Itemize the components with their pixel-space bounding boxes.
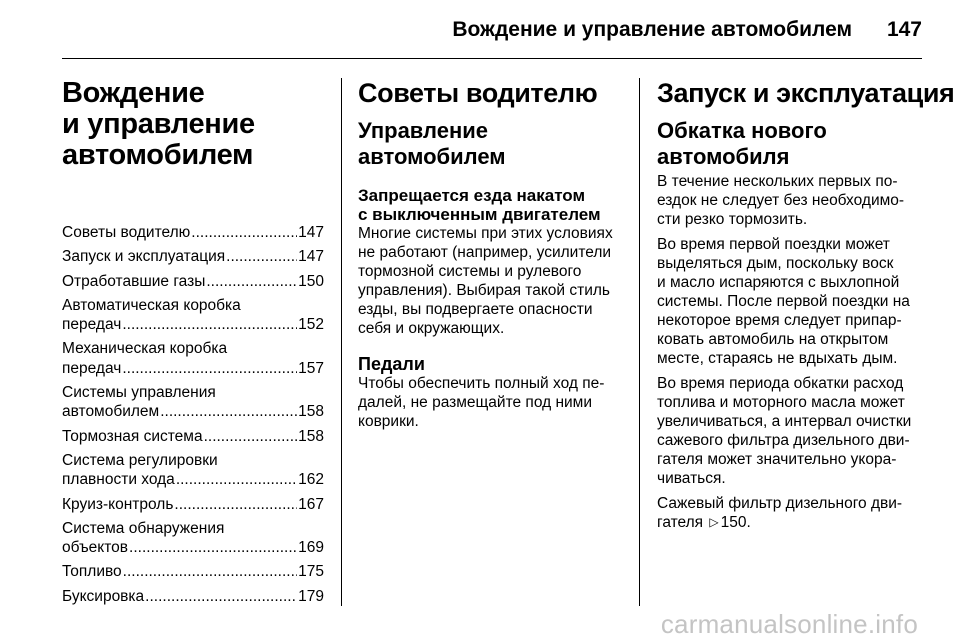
toc-leader-dots	[145, 587, 297, 606]
toc-entry-title: Отработавшие газы	[62, 272, 206, 290]
paragraph-pedals: Чтобы обеспечить полный ход пе- далей, не размещайте под ними коврики.	[358, 375, 605, 430]
toc-leader-dots	[123, 562, 297, 581]
toc-entry-title: Запуск и эксплуатация	[62, 248, 226, 266]
toc-entry-title: Тормозная система	[62, 427, 203, 445]
paragraph-break-in-smoke: Во время первой поездки может выделяться дым, поскольку воск и масло испаряются с выхлопной системы. После первой поездки на некоторое время следует припар- ковать автомобиль на открытом месте, стараясь не вдыхать дым.	[657, 236, 910, 367]
toc-leader-dots	[122, 359, 297, 378]
toc-entry-title: объектов	[62, 539, 129, 557]
toc-entry-line	[62, 427, 324, 446]
paragraph-no-coasting: Многие системы при этих условиях не работают (например, усилители тормозной системы и рулевого управления). Выбирая такой стиль езды, вы подвергаете опасности себя и окружающих.	[358, 225, 613, 337]
toc-entry-page: 158	[298, 403, 324, 421]
toc-entry[interactable]	[62, 519, 324, 558]
toc-entry-page: 167	[298, 495, 324, 513]
toc-entry[interactable]	[62, 562, 324, 581]
toc-entry[interactable]	[62, 383, 324, 422]
toc-entry-line	[62, 223, 324, 242]
toc-entry[interactable]	[62, 495, 324, 514]
toc-entry-title: передач	[62, 316, 122, 334]
column-divider-left	[341, 78, 342, 606]
toc-leader-dots	[191, 223, 297, 242]
paragraph-break-in-braking: В течение нескольких первых по- ездок не следует без необходимо- сти резко тормозить.	[657, 173, 905, 228]
toc-entry-line	[62, 402, 324, 421]
chapter-title: Вождение и управление автомобилем	[62, 77, 255, 171]
toc-entry-line	[62, 315, 324, 334]
toc-entry-first-line: Системы управления	[62, 384, 216, 402]
subsection-title-break-in: Обкатка нового автомобиля	[657, 118, 827, 169]
toc-entry[interactable]	[62, 272, 324, 291]
toc-leader-dots	[204, 427, 298, 446]
toc-entry[interactable]	[62, 587, 324, 606]
heading-pedals: Педали	[358, 354, 425, 374]
toc-entry[interactable]	[62, 339, 324, 378]
toc-entry-page: 179	[298, 587, 324, 605]
toc-entry-title: плавности хода	[62, 471, 175, 489]
toc-entry-line	[62, 495, 324, 514]
diesel-filter-text: Сажевый фильтр дизельного дви- гателя	[657, 495, 903, 531]
toc-entry-line	[62, 359, 324, 378]
toc-entry-page: 150	[298, 272, 324, 290]
toc-entry-line	[62, 470, 324, 489]
section-title-driving-tips: Советы водителю	[358, 78, 598, 108]
column-toc	[62, 78, 324, 611]
toc-entry-page: 158	[298, 427, 324, 445]
toc-entry-line	[62, 587, 324, 606]
section-title-starting-operating: Запуск и эксплуатация	[657, 78, 955, 108]
toc-entry-line	[62, 562, 324, 581]
toc-entry-page: 169	[298, 539, 324, 557]
toc-entry-line	[62, 272, 324, 291]
column-driving-tips	[358, 78, 626, 431]
toc-entry-page: 152	[298, 316, 324, 334]
toc-entry-first-line: Система обнаружения	[62, 519, 225, 537]
toc-entry-line	[62, 247, 324, 266]
subsection-title-vehicle-control: Управление автомобилем	[358, 118, 506, 169]
page-number: 147	[886, 18, 922, 41]
toc-leader-dots	[174, 495, 297, 514]
toc-entry-first-line: Механическая коробка	[62, 340, 228, 358]
toc-entry[interactable]	[62, 451, 324, 490]
toc-entry-first-line: Автоматическая коробка	[62, 296, 241, 314]
toc-entry-page: 147	[298, 248, 324, 266]
heading-no-coasting: Запрещается езда накатом с выключенным двигателем	[358, 186, 601, 224]
toc-entry-title: Топливо	[62, 563, 122, 581]
diesel-filter-page-ref[interactable]: 150.	[720, 514, 751, 531]
toc-leader-dots	[226, 247, 297, 266]
page-header	[62, 10, 922, 58]
column-divider-right	[639, 78, 640, 606]
paragraph-break-in-consumption: Во время периода обкатки расход топлива и моторного масла может увеличиваться, а интервал очистки сажевого фильтра дизельного дви- гателя может значительно укора- чиваться.	[657, 375, 912, 487]
toc-entry[interactable]	[62, 223, 324, 242]
toc-entry-title: Буксировка	[62, 587, 145, 605]
header-rule	[62, 58, 922, 59]
column-starting-operating	[657, 78, 955, 532]
toc-leader-dots	[176, 470, 297, 489]
toc-entry[interactable]	[62, 427, 324, 446]
toc-entry-page: 147	[298, 224, 324, 241]
toc-entry-line	[62, 538, 324, 557]
toc-leader-dots	[122, 315, 297, 334]
toc-entry-title: передач	[62, 359, 122, 377]
running-title: Вождение и управление автомобилем	[452, 18, 852, 41]
toc-leader-dots	[160, 402, 297, 421]
toc-entry[interactable]	[62, 247, 324, 266]
watermark: carmanualsonline.info	[660, 609, 918, 639]
right-triangle-arrow-icon: ▷	[709, 515, 719, 529]
toc-entry-page: 162	[298, 471, 324, 489]
toc-entry-title: Советы водителю	[62, 224, 191, 241]
toc-entry-page: 175	[298, 563, 324, 581]
table-of-contents	[62, 223, 324, 606]
toc-entry-page: 157	[298, 359, 324, 377]
toc-leader-dots	[206, 272, 297, 291]
toc-leader-dots	[129, 538, 297, 557]
toc-entry[interactable]	[62, 296, 324, 335]
toc-entry-first-line: Система регулировки	[62, 451, 218, 469]
paragraph-diesel-filter	[657, 494, 925, 532]
toc-entry-title: автомобилем	[62, 403, 160, 421]
toc-entry-title: Круиз-контроль	[62, 495, 174, 513]
